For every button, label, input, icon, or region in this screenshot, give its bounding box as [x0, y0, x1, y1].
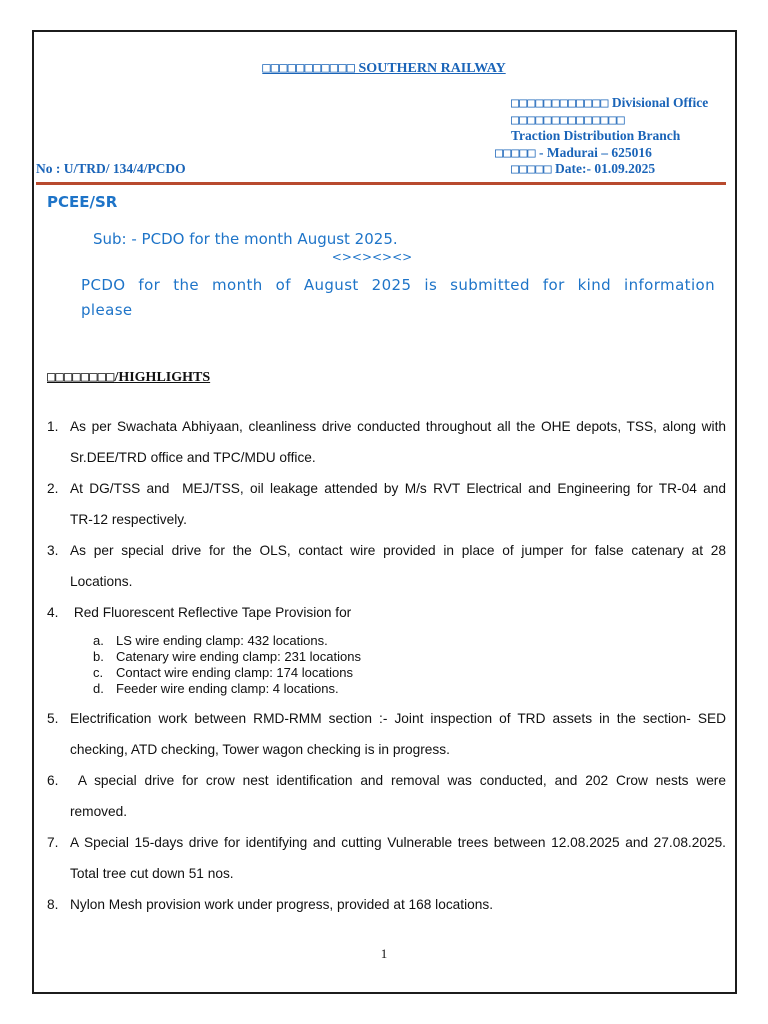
- list-item: [47, 597, 726, 697]
- list-item-number: 4.: [47, 605, 59, 620]
- list-item-line: As per Swachata Abhiyaan, cleanliness drive conducted throughout all the OHE depots, TSS, along with: [70, 419, 726, 434]
- sub-list-text: Contact wire ending clamp: 174 locations: [116, 665, 354, 680]
- list-item: [47, 411, 726, 473]
- list-item-line: Electrification work between RMD-RMM section :- Joint inspection of TRD assets in the section- SED: [70, 711, 726, 726]
- list-item: [47, 827, 726, 889]
- sub-list-letter: d.: [93, 681, 104, 696]
- list-item-number: 3.: [47, 543, 59, 558]
- list-item: [47, 765, 726, 827]
- office-line-local-script: [511, 112, 708, 129]
- missing-glyph-text: □□□□□□□□: [47, 369, 115, 385]
- list-item-number: 2.: [47, 481, 59, 496]
- sub-list-item: [70, 649, 726, 665]
- list-item: [47, 535, 726, 597]
- sub-list-text: Feeder wire ending clamp: 4 locations.: [116, 681, 339, 696]
- office-line-city: □□□□□ - Madurai – 625016: [495, 144, 652, 161]
- list-item-line: A Special 15-days drive for identifying and cutting Vulnerable trees between 12.08.2025 and 27.08.2025.: [70, 835, 726, 850]
- missing-glyph-text: □□□□□□□□□□□: [262, 60, 356, 76]
- list-item-line: Total tree cut down 51 nos.: [70, 866, 234, 881]
- list-item-number: 1.: [47, 419, 59, 434]
- sub-list-letter: a.: [93, 633, 104, 648]
- sub-list-item: [70, 681, 726, 697]
- sub-list: [70, 633, 726, 697]
- missing-glyph-text: □□□□□: [511, 161, 552, 177]
- list-item-line: Nylon Mesh provision work under progress, provided at 168 locations.: [70, 897, 494, 912]
- list-item-line: At DG/TSS and MEJ/TSS, oil leakage attended by M/s RVT Electrical and Engineering for TR-04 and: [70, 481, 726, 496]
- office-line-branch: Traction Distribution Branch: [511, 128, 681, 143]
- organization-title: □□□□□□□□□□□ SOUTHERN RAILWAY: [262, 60, 506, 76]
- intro-line: please: [81, 301, 133, 319]
- list-item: [47, 889, 726, 920]
- page-number: 1: [380, 946, 388, 961]
- sub-list-text: Catenary wire ending clamp: 231 locations: [116, 649, 361, 664]
- subject-line: Sub: - PCDO for the month August 2025.: [93, 230, 398, 248]
- missing-glyph-text: □□□□□: [495, 144, 536, 161]
- list-item-line: Locations.: [70, 574, 133, 589]
- list-item-line: removed.: [70, 804, 128, 819]
- list-item-line: A special drive for crow nest identification and removal was conducted, and 202 Crow nests were: [70, 773, 726, 788]
- list-item-number: 5.: [47, 711, 59, 726]
- list-item: [47, 473, 726, 535]
- sub-list-item: [70, 633, 726, 649]
- subject-separator: <><><><>: [331, 250, 413, 264]
- office-address-block: [495, 95, 709, 178]
- office-line-date: □□□□□ Date:- 01.09.2025: [511, 161, 656, 177]
- list-item-number: 7.: [47, 835, 59, 850]
- list-item-line: Sr.DEE/TRD office and TPC/MDU office.: [70, 450, 316, 465]
- list-item-line: checking, ATD checking, Tower wagon checking is in progress.: [70, 742, 450, 757]
- missing-glyph-text: □□□□□□□□□□□□□□: [511, 111, 625, 128]
- intro-paragraph: [81, 273, 715, 323]
- list-item-line: TR-12 respectively.: [70, 512, 187, 527]
- list-item-number: 6.: [47, 773, 59, 788]
- sub-list-text: LS wire ending clamp: 432 locations.: [116, 633, 328, 648]
- header-divider: [36, 182, 726, 185]
- list-item-line: As per special drive for the OLS, contact wire provided in place of jumper for false catenary at 28: [70, 543, 726, 558]
- addressee: PCEE/SR: [47, 193, 118, 211]
- office-line-division: □□□□□□□□□□□□ Divisional Office: [511, 95, 709, 111]
- reference-number: No : U/TRD/ 134/4/PCDO: [36, 161, 186, 176]
- sub-list-letter: b.: [93, 649, 104, 664]
- sub-list-item: [70, 665, 726, 681]
- list-item-line: Red Fluorescent Reflective Tape Provision for: [70, 605, 352, 620]
- missing-glyph-text: □□□□□□□□□□□□: [511, 95, 609, 111]
- highlights-list: [47, 411, 726, 920]
- list-item: [47, 703, 726, 765]
- highlights-heading: □□□□□□□□/HIGHLIGHTS: [47, 369, 211, 385]
- list-item-number: 8.: [47, 897, 59, 912]
- sub-list-letter: c.: [93, 665, 104, 680]
- intro-line: PCDO for the month of August 2025 is submitted for kind information: [81, 276, 715, 294]
